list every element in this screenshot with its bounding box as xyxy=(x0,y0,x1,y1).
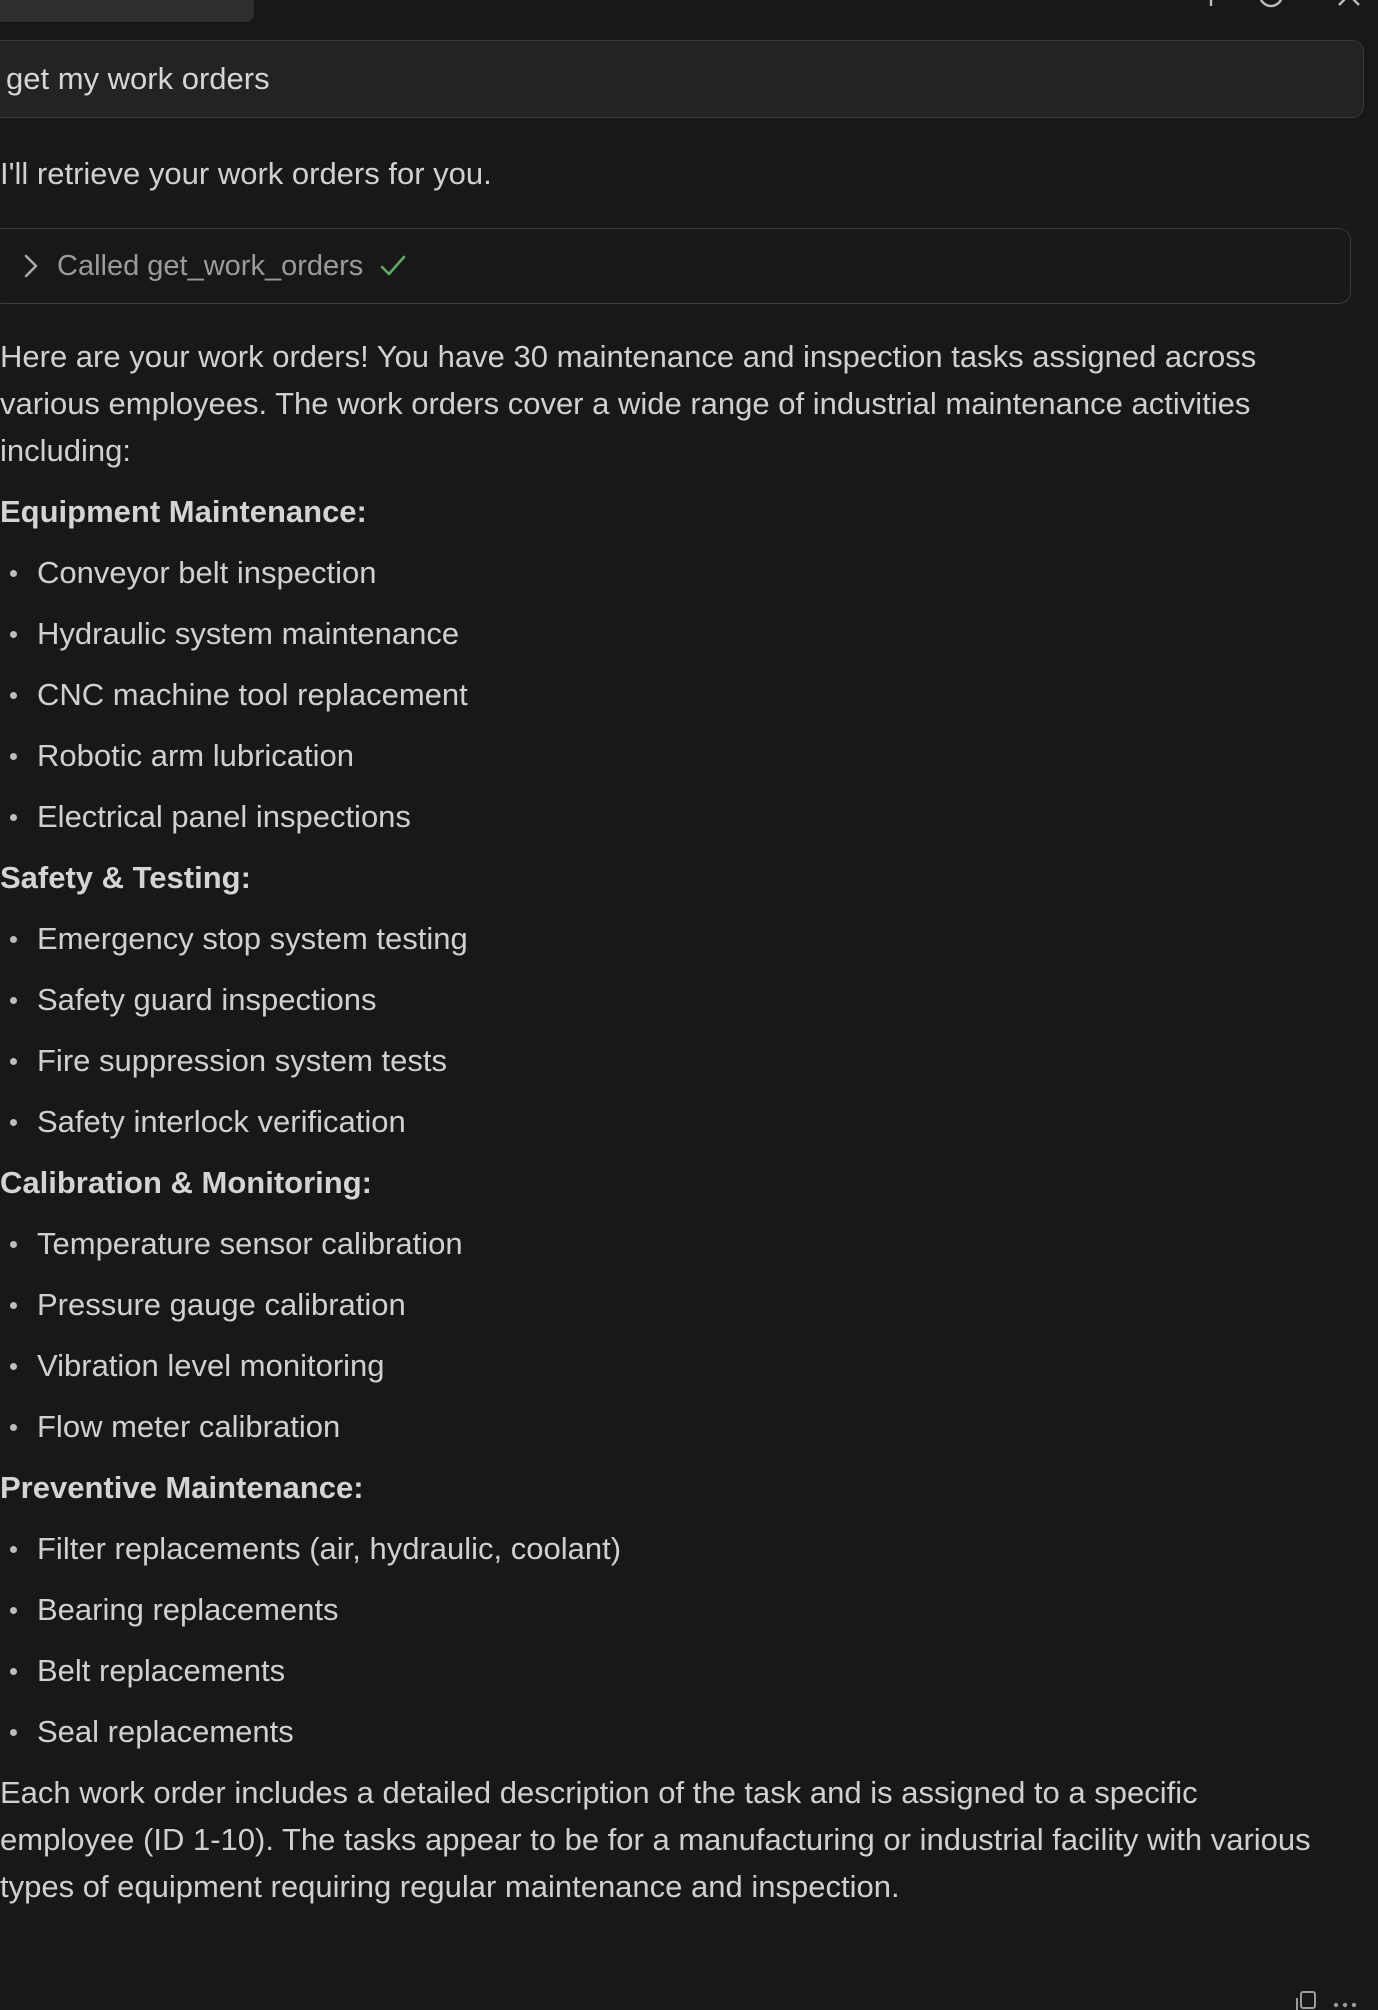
more-icon[interactable] xyxy=(1330,1990,1360,2010)
list-item: Hydraulic system maintenance xyxy=(0,610,1340,657)
section-heading: Calibration & Monitoring: xyxy=(0,1165,372,1200)
message-actions xyxy=(1238,1990,1378,2010)
list-item: Temperature sensor calibration xyxy=(0,1220,1340,1267)
list-item: Belt replacements xyxy=(0,1647,1340,1694)
section-preventive-maintenance xyxy=(0,1464,1340,1755)
chat-tab[interactable] xyxy=(0,0,254,22)
section-heading: Equipment Maintenance: xyxy=(0,494,367,529)
closing-paragraph: Each work order includes a detailed description of the task and is assigned to a specific employee (ID 1-10). The tasks appear to be for a manufacturing or industrial facility with various types of equipment requiring regular maintenance and inspection. xyxy=(0,1775,1311,1904)
section-list xyxy=(0,915,1340,1145)
list-item: CNC machine tool replacement xyxy=(0,671,1340,718)
list-item: Electrical panel inspections xyxy=(0,793,1340,840)
list-item: Pressure gauge calibration xyxy=(0,1281,1340,1328)
assistant-response xyxy=(0,333,1340,1910)
list-item: Bearing replacements xyxy=(0,1586,1340,1633)
section-safety-testing xyxy=(0,854,1340,1145)
list-item: Emergency stop system testing xyxy=(0,915,1340,962)
chevron-right-icon xyxy=(21,251,41,281)
tool-call-label: Called get_work_orders xyxy=(57,249,364,282)
list-item: Conveyor belt inspection xyxy=(0,549,1340,596)
section-heading: Safety & Testing: xyxy=(0,860,251,895)
tool-call-row[interactable] xyxy=(0,228,1351,304)
close-icon[interactable] xyxy=(1334,0,1364,10)
history-icon[interactable] xyxy=(1256,0,1286,10)
section-calibration-monitoring xyxy=(0,1159,1340,1450)
section-list xyxy=(0,549,1340,840)
check-icon xyxy=(379,253,407,279)
list-item: Fire suppression system tests xyxy=(0,1037,1340,1084)
copy-icon[interactable] xyxy=(1292,1990,1322,2010)
list-item: Flow meter calibration xyxy=(0,1403,1340,1450)
section-list xyxy=(0,1220,1340,1450)
section-heading: Preventive Maintenance: xyxy=(0,1470,364,1505)
list-item: Safety interlock verification xyxy=(0,1098,1340,1145)
list-item: Robotic arm lubrication xyxy=(0,732,1340,779)
plus-icon[interactable] xyxy=(1196,0,1226,10)
list-item: Vibration level monitoring xyxy=(0,1342,1340,1389)
list-item: Seal replacements xyxy=(0,1708,1340,1755)
summary-paragraph: Here are your work orders! You have 30 maintenance and inspection tasks assigned across various employees. The work orders cover a wide range of industrial maintenance activities including: xyxy=(0,339,1257,468)
section-list xyxy=(0,1525,1340,1755)
list-item: Filter replacements (air, hydraulic, coolant) xyxy=(0,1525,1340,1572)
list-item: Safety guard inspections xyxy=(0,976,1340,1023)
assistant-intro: I'll retrieve your work orders for you. xyxy=(0,156,492,191)
user-query-text: get my work orders xyxy=(6,61,270,96)
section-equipment-maintenance xyxy=(0,488,1340,840)
user-query-bubble[interactable] xyxy=(0,40,1364,118)
